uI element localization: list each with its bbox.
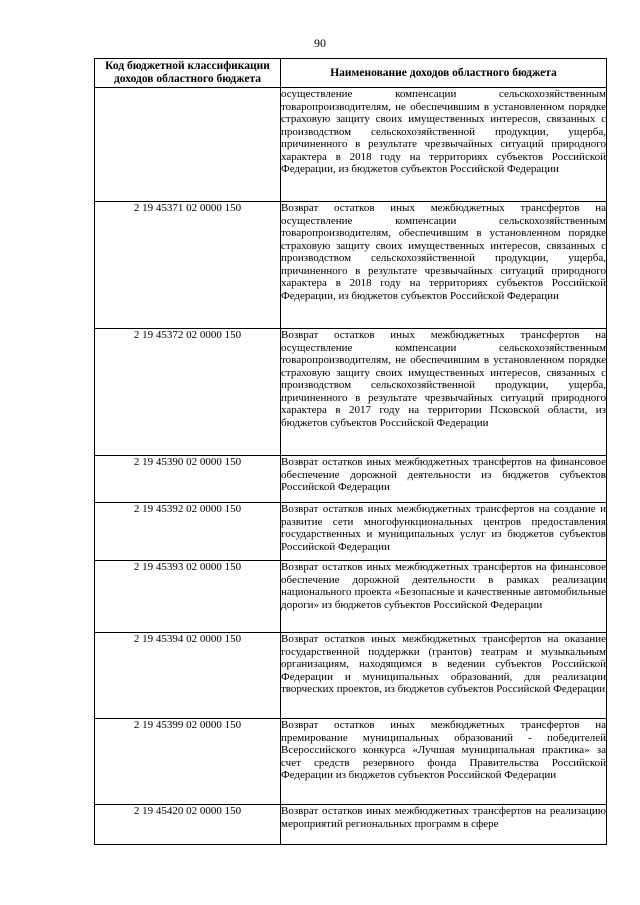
description-cell: Возврат остатков иных межбюджетных трансфертов на премирование муниципальных образований - победителей Всероссийского конкурса «Лучшая муниципальная практика» за счет средств резервного фонда Правительства Российской Федерации из бюджетов субъектов Российской Федерации (281, 719, 607, 805)
table-row (95, 202, 607, 329)
code-cell: 2 19 45393 02 0000 150 (95, 561, 281, 633)
table-header-row (95, 59, 607, 88)
code-cell: 2 19 45399 02 0000 150 (95, 719, 281, 805)
code-cell: 2 19 45372 02 0000 150 (95, 329, 281, 456)
description-cell: Возврат остатков иных межбюджетных трансфертов на финансовое обеспечение дорожной деятельности в рамках реализации национального проекта «Безопасные и качественные автомобильные дороги» из бюджетов субъектов Российской Федерации (281, 561, 607, 633)
code-cell (95, 88, 281, 202)
page-number: 90 (314, 36, 326, 50)
code-cell: 2 19 45394 02 0000 150 (95, 633, 281, 719)
table-row (95, 719, 607, 805)
code-cell: 2 19 45392 02 0000 150 (95, 503, 281, 561)
code-cell: 2 19 45420 02 0000 150 (95, 805, 281, 845)
description-cell: Возврат остатков иных межбюджетных трансфертов на осуществление компенсации сельскохозяйственным товаропроизводителям, обеспечившим в установленном порядке страховую защиту своих имущественных интересов, связанных с производством сельскохозяйственной продукции, ущерба, причиненного в результате чрезвычайных ситуаций природного характера в 2018 году на территориях субъектов Российской Федерации, из бюджетов субъектов Российской Федерации (281, 202, 607, 329)
header-code: Код бюджетной классификации доходов областного бюджета (95, 59, 281, 88)
budget-classification-table (94, 58, 607, 845)
description-cell: Возврат остатков иных межбюджетных трансфертов на оказание государственной поддержки (грантов) театрам и музыкальным организациям, находящимся в ведении субъектов Российской Федерации и муниципальных образований, для реализации творческих проектов, из бюджетов субъектов Российской Федерации (281, 633, 607, 719)
code-cell: 2 19 45371 02 0000 150 (95, 202, 281, 329)
table-row (95, 561, 607, 633)
table-row (95, 456, 607, 503)
description-cell: осуществление компенсации сельскохозяйственным товаропроизводителям, не обеспечившим в установленном порядке страховую защиту своих имущественных интересов, связанных с производством сельскохозяйственной продукции, ущерба, причиненного в результате чрезвычайных ситуаций природного характера в 2018 году на территориях субъектов Российской Федерации, из бюджетов субъектов Российской Федерации (281, 88, 607, 202)
description-cell: Возврат остатков иных межбюджетных трансфертов на создание и развитие сети многофункциональных центров предоставления государственных и муниципальных услуг из бюджетов субъектов Российской Федерации (281, 503, 607, 561)
table-row (95, 633, 607, 719)
code-cell: 2 19 45390 02 0000 150 (95, 456, 281, 503)
table-row (95, 88, 607, 202)
description-cell: Возврат остатков иных межбюджетных трансфертов на реализацию мероприятий региональных программ в сфере (281, 805, 607, 845)
table-row (95, 329, 607, 456)
table-row (95, 805, 607, 845)
table-row (95, 503, 607, 561)
description-cell: Возврат остатков иных межбюджетных трансфертов на финансовое обеспечение дорожной деятельности из бюджетов субъектов Российской Федерации (281, 456, 607, 503)
description-cell: Возврат остатков иных межбюджетных трансфертов на осуществление компенсации сельскохозяйственным товаропроизводителям, не обеспечившим в установленном порядке страховую защиту своих имущественных интересов, связанных с производством сельскохозяйственной продукции, ущерба, причиненного в результате чрезвычайных ситуаций природного характера в 2017 году на территории Псковской области, из бюджетов субъектов Российской Федерации (281, 329, 607, 456)
header-name: Наименование доходов областного бюджета (281, 59, 607, 88)
